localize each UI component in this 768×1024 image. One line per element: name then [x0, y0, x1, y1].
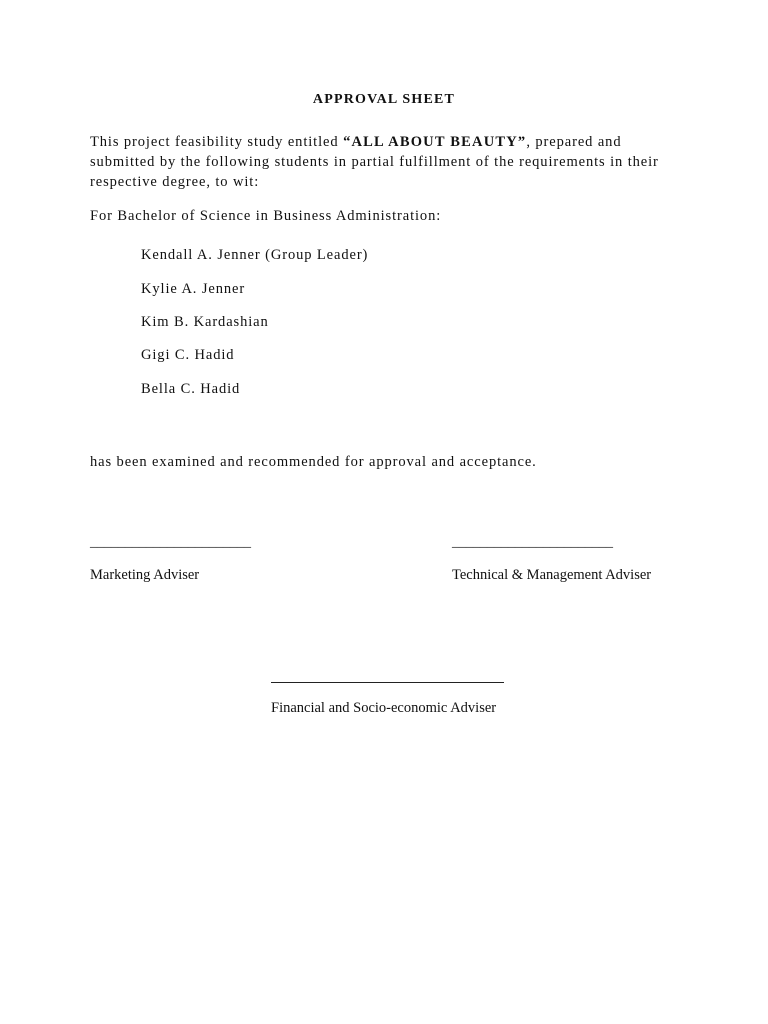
degree-line: For Bachelor of Science in Business Administration: [90, 208, 442, 224]
page-title: APPROVAL SHEET [312, 92, 456, 107]
recommendation-text: has been examined and recommended for approval and acceptance. [90, 454, 537, 470]
financial-adviser-label: Financial and Socio-economic Adviser [271, 700, 497, 716]
student-name: Kendall A. Jenner (Group Leader) [141, 247, 369, 263]
intro-paragraph [90, 132, 690, 192]
intro-before: This project feasibility study entitled [90, 134, 344, 150]
technical-adviser-label: Technical & Management Adviser [452, 567, 652, 583]
technical-signature-line: _______________________ [452, 535, 613, 550]
project-title: “ALL ABOUT BEAUTY” [343, 134, 527, 150]
financial-signature-line [271, 682, 504, 683]
marketing-signature-line: _______________________ [90, 535, 251, 550]
student-name: Kim B. Kardashian [141, 314, 269, 330]
intro-after: , prepared and submitted by the following students in partial fulfillment of the requirements in their respective degree, to wit: [90, 134, 659, 190]
student-name: Bella C. Hadid [141, 381, 241, 397]
marketing-adviser-label: Marketing Adviser [90, 567, 200, 583]
student-name: Kylie A. Jenner [141, 281, 246, 297]
student-name: Gigi C. Hadid [141, 347, 235, 363]
